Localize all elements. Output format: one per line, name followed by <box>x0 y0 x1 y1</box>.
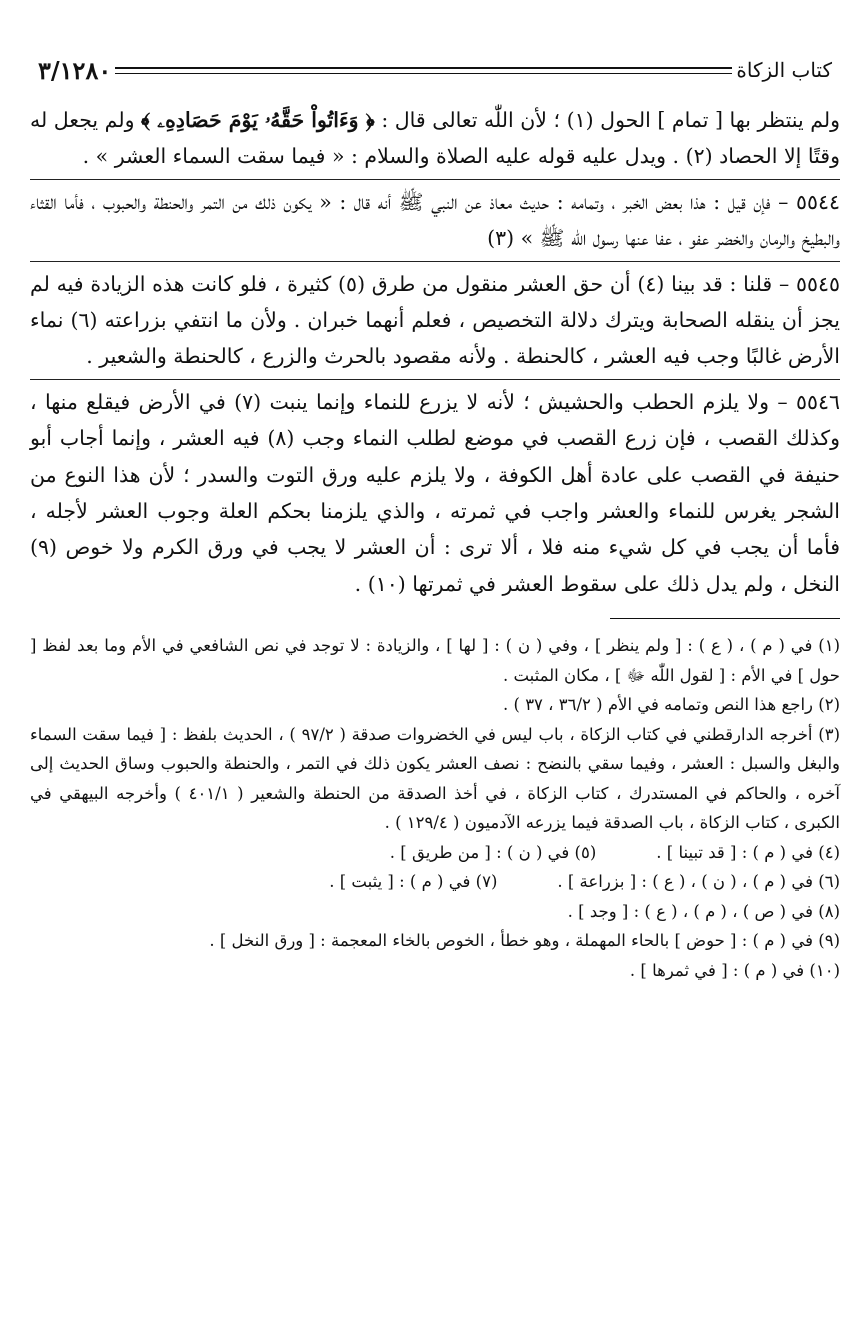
footnote-ref-7: (٧) <box>234 389 262 414</box>
footnote-ref-10: (١٠) <box>367 571 406 596</box>
footnote-10: (١٠) في ( م ) : [ في ثمرها ] . <box>629 960 840 980</box>
p4-text-e: . <box>354 571 368 596</box>
footnote-ref-9: (٩) <box>30 535 58 560</box>
p4-text-d: النخل ، ولم يدل ذلك على سقوط العشر في ثمرتها <box>405 571 840 596</box>
footnote-8: (٨) في ( ص ) ، ( م ) ، ( ع ) : [ وجد ] . <box>567 901 840 921</box>
footnote-ref-5: (٥) <box>338 271 366 296</box>
paragraph-5545 <box>30 261 840 375</box>
p1-text-d: . ويدل عليه قوله عليه الصلاة والسلام : « فيما سقت السماء العشر » . <box>82 144 686 169</box>
page-number: ٣/١٢٨٠ <box>38 55 112 85</box>
p2-text-a: ٥٥٤٤ – فإن قيل : هذا بعض الخبر ، وتمامه : حديث معاذ عن النبي ﷺ أنه قال : « يكون ذلك من التمر والحنطة والحبوب ، فأما القثاء والبطيخ والرمان والخضر عفو ، عفا عنها رسول اللّٰه ﷺ » <box>30 189 840 251</box>
p1-text-c: ولم يجعل له وقتًا إلا الحصاد <box>30 108 840 169</box>
footnote-6: (٦) في ( م ) ، ( ن ) ، ( ع ) : [ بزراعة ] . <box>557 872 840 892</box>
footnote-ref-4: (٤) <box>637 271 665 296</box>
footnote-ref-2: (٢) <box>685 144 713 169</box>
p3-text-b: أن حق العشر منقول من طرق <box>365 271 638 296</box>
footnote-3: (٣) أخرجه الدارقطني في كتاب الزكاة ، باب ليس في الخضروات صدقة ( ٩٧/٢ ) ، الحديث بلفظ : [ فيما سقت السماء والبغل والسبل : العشر ، وفيما سقي بالنضح : نصف العشر يكون ذلك في التمر ، والحنطة والحبوب وساق الحديث إلى آخره ، والحاكم في المستدرك ، كتاب الزكاة ، في أخذ الصدقة من الحنطة والشعير ( ٤٠١/١ ) وأخرجه البيهقي في الكبرى ، كتاب الزكاة ، باب الصدقة فيما يزرعه الآدميون ( ١٢٩/٤ ) . <box>30 724 841 833</box>
footnotes <box>30 631 840 985</box>
running-title: كتاب الزكاة <box>736 58 832 82</box>
p4-text-b: في الأرض فيقلع منها ، وكذلك القصب ، فإن زرع القصب في موضع لطلب النماء وجب <box>30 389 840 451</box>
p1-text-a: ولم ينتظر بها [ تمام ] الحول <box>593 108 840 132</box>
footnote-1: (١) في ( م ) ، ( ع ) : [ ولم ينظر ] ، وفي ( ن ) : [ لها ] ، والزيادة : لا توجد في نص الشافعي في الأم وما بعد لفظ [ حول ] في الأم : [ لقول اللّٰه ﷻ ] ، مكان المثبت . <box>30 636 840 685</box>
footnote-5: (٥) في ( ن ) : [ من طريق ] . <box>389 842 597 862</box>
p3-text-c: كثيرة ، فلو كانت هذه الزيادة فيه لم يجز أن ينقله الصحابة ويترك دلالة التخصيص ، فعلم أنهما خبران . ولأن ما انتفي بزراعته <box>30 271 840 333</box>
footnote-ref-1: (١) <box>566 108 594 132</box>
footnote-4: (٤) في ( م ) : [ قد تبينا ] . <box>656 842 840 862</box>
footnote-row-6-7 <box>30 867 840 897</box>
footnote-divider <box>610 618 840 619</box>
paragraph-5544 <box>30 179 840 257</box>
p4-text-c: فيه العشر ، وإنما أجاب أبو حنيفة في القصب على عادة أهل الكوفة ، ولا يلزم عليه ورق التوت والسدر ؛ لأن هذا النوع من الشجر يغرس للنماء والعشر واجب في ثمرته ، والذي يلزمنا بحكم العلة وجوب العشر لأجله ، فأما أن يجب في كل شيء منه فلا ، ألا ترى : أن العشر لا يجب في ورق الكرم ولا خوص <box>30 426 841 560</box>
footnote-7: (٧) في ( م ) : [ يثبت ] . <box>329 872 498 892</box>
book-page <box>30 50 840 985</box>
p3-text-a: ٥٥٤٥ – قلنا : قد بينا <box>664 271 840 296</box>
footnote-2: (٢) راجع هذا النص وتمامه في الأم ( ٣٦/٢ ، ٣٧ ) . <box>503 695 840 715</box>
paragraph-1 <box>30 102 840 175</box>
paragraph-5546 <box>30 379 840 602</box>
p1-text-b: ؛ لأن اللّٰه تعالى قال : <box>374 108 567 132</box>
page-header <box>30 50 840 90</box>
footnote-row-4-5 <box>30 838 840 868</box>
footnote-ref-6: (٦) <box>70 308 98 333</box>
footnote-9: (٩) في ( م ) : [ حوض ] بالحاء المهملة ، وهو خطأ ، الخوص بالخاء المعجمة : [ ورق النخل ] . <box>209 931 840 951</box>
p3-text-d: نماء الأرض غالبًا وجب فيه العشر ، كالحنطة . ولأنه مقصود بالحرث والزرع ، كالحنطة والشعير . <box>30 308 840 369</box>
quran-verse: ﴿ وَءَاتُواْ حَقَّهُۥ يَوْمَ حَصَادِهِۦ ﴾ <box>141 108 375 132</box>
footnote-ref-3: (٣) <box>487 226 515 251</box>
footnote-ref-8: (٨) <box>267 426 295 451</box>
main-text <box>30 102 840 602</box>
p4-text-a: ٥٥٤٦ – ولا يلزم الحطب والحشيش ؛ لأنه لا يزرع للنماء وإنما ينبت <box>261 389 840 414</box>
header-rule <box>115 67 732 74</box>
